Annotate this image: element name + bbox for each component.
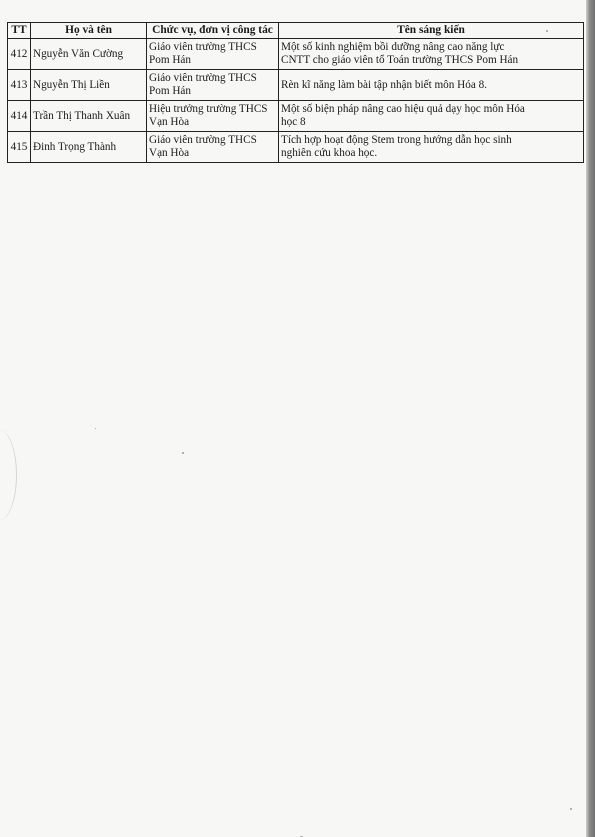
cell-position [147, 132, 279, 163]
initiative-line: Một số biện pháp nâng cao hiệu quả dạy học môn Hóa [281, 103, 525, 115]
scan-border [586, 0, 595, 837]
cell-tt: 415 [8, 132, 31, 163]
header-name: Họ và tên [31, 23, 147, 39]
cell-tt: 413 [8, 70, 31, 101]
initiative-line: Một số kinh nghiệm bồi dưỡng nâng cao năng lực [281, 41, 505, 53]
cell-position [147, 39, 279, 70]
header-initiative: Tên sáng kiến [279, 23, 584, 39]
cell-tt: 414 [8, 101, 31, 132]
position-line: Vạn Hòa [149, 147, 190, 159]
initiative-line: Rèn kĩ năng làm bài tập nhận biết môn Hóa 8. [281, 78, 487, 91]
initiative-line: CNTT cho giáo viên tổ Toán trường THCS Pom Hán [281, 54, 519, 66]
scan-artifact [0, 430, 17, 520]
cell-tt: 412 [8, 39, 31, 70]
initiative-line: Tích hợp hoạt động Stem trong hướng dẫn học sinh [281, 134, 512, 146]
position-line: Giáo viên trường THCS [149, 134, 257, 146]
initiatives-table [7, 22, 584, 163]
cell-initiative [279, 101, 584, 132]
header-position: Chức vụ, đơn vị công tác [147, 23, 279, 39]
cell-initiative [279, 132, 584, 163]
cell-position [147, 70, 279, 101]
cell-initiative [279, 39, 584, 70]
cell-name: Nguyễn Văn Cường [31, 39, 147, 70]
table-row [8, 70, 584, 101]
scan-speck [95, 428, 96, 429]
header-tt: TT [8, 23, 31, 39]
cell-position [147, 101, 279, 132]
table-row [8, 101, 584, 132]
position-line: Pom Hán [149, 85, 191, 97]
cell-name: Trần Thị Thanh Xuân [31, 101, 147, 132]
cell-name: Nguyễn Thị Liền [31, 70, 147, 101]
scan-speck [570, 808, 572, 810]
initiative-line: học 8 [281, 116, 306, 128]
cell-name: Đinh Trọng Thành [31, 132, 147, 163]
position-line: Hiệu trưởng trường THCS [149, 103, 268, 115]
position-line: Giáo viên trường THCS [149, 72, 257, 84]
table-row [8, 132, 584, 163]
table-row [8, 39, 584, 70]
cell-initiative [279, 70, 584, 101]
position-line: Giáo viên trường THCS [149, 41, 257, 53]
scan-speck [182, 452, 184, 454]
position-line: Pom Hán [149, 54, 191, 66]
initiative-line: nghiên cứu khoa học. [281, 147, 378, 159]
position-line: Vạn Hòa [149, 116, 190, 128]
table-header-row [8, 23, 584, 39]
